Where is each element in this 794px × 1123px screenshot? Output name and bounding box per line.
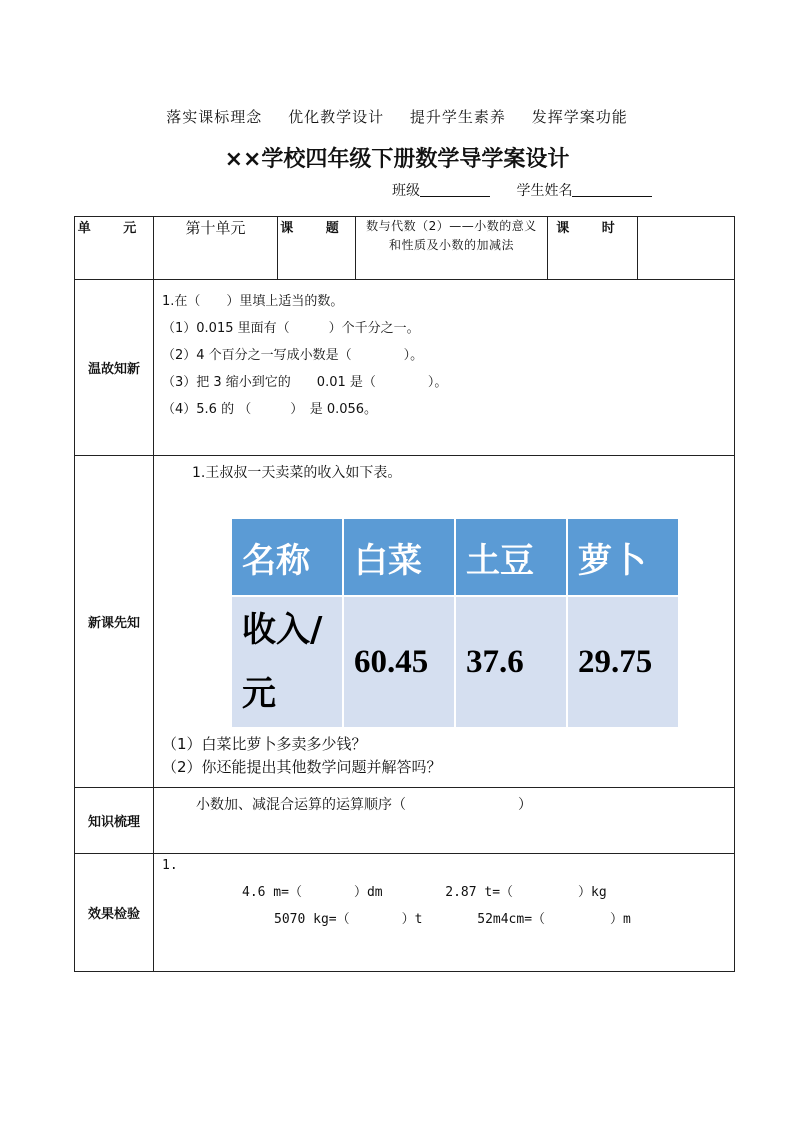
practice-line-2 xyxy=(162,908,734,927)
new-lesson-row xyxy=(75,456,735,788)
practice-item-2: 2.87 t=（ ）kg xyxy=(445,885,607,900)
sales-header-radish: 萝卜 xyxy=(568,519,678,595)
page-title: ××学校四年级下册数学导学案设计 xyxy=(224,147,570,172)
review-content xyxy=(154,280,735,456)
slogan-4: 发挥学案功能 xyxy=(531,108,628,126)
knowledge-row xyxy=(75,788,735,854)
sales-row-label: 收入/ 元 xyxy=(232,597,342,727)
period-label: 课 时 xyxy=(548,217,638,280)
name-blank[interactable] xyxy=(572,182,652,197)
review-label: 温故知新 xyxy=(75,280,154,456)
name-field[interactable] xyxy=(516,180,652,200)
practice-line-1 xyxy=(162,881,734,900)
question-2: （2）你还能提出其他数学问题并解答吗？ xyxy=(162,758,442,776)
slogan-3: 提升学生素养 xyxy=(409,108,506,126)
review-row xyxy=(75,280,735,456)
question-1: （1）白菜比萝卜多卖多少钱？ xyxy=(162,735,367,753)
sales-header-potato: 土豆 xyxy=(456,519,566,595)
sales-table xyxy=(230,517,680,729)
new-lesson-content xyxy=(154,456,735,788)
topic-label: 课 题 xyxy=(278,217,356,280)
sales-value-cabbage: 60.45 xyxy=(344,597,454,727)
review-line-1: 1.在（ ）里填上适当的数。 xyxy=(162,294,344,309)
name-label: 学生姓名 xyxy=(516,183,573,199)
review-line-4: （3）把 3 缩小到它的 0.01 是（ ）。 xyxy=(162,375,448,390)
lesson-table xyxy=(74,216,735,972)
practice-item-3: 5070 kg=（ ）t xyxy=(274,912,423,927)
practice-label: 效果检验 xyxy=(75,854,154,972)
class-label: 班级 xyxy=(392,183,420,199)
sales-header-cabbage: 白菜 xyxy=(344,519,454,595)
student-fields xyxy=(392,180,674,200)
slogan-2: 优化教学设计 xyxy=(288,108,385,126)
review-line-3: （2）4 个百分之一写成小数是（ ）。 xyxy=(162,348,424,363)
knowledge-label: 知识梳理 xyxy=(75,788,154,854)
practice-row xyxy=(75,854,735,972)
class-field[interactable] xyxy=(392,180,490,200)
unit-value: 第十单元 xyxy=(154,217,278,280)
practice-item-4: 52m4cm=（ ）m xyxy=(477,912,631,927)
new-lesson-intro: 1.王叔叔一天卖菜的收入如下表。 xyxy=(192,465,402,481)
practice-number: 1. xyxy=(162,858,178,873)
practice-content xyxy=(154,854,735,972)
new-lesson-label: 新课先知 xyxy=(75,456,154,788)
sales-header-name: 名称 xyxy=(232,519,342,595)
topic-value: 数与代数（2）——小数的意义和性质及小数的加减法 xyxy=(356,217,548,280)
sales-value-potato: 37.6 xyxy=(456,597,566,727)
period-value xyxy=(638,217,735,280)
review-line-2: （1）0.015 里面有（ ）个千分之一。 xyxy=(162,321,420,336)
slogan-1: 落实课标理念 xyxy=(166,108,263,126)
review-line-5: （4）5.6 的 （ ） 是 0.056。 xyxy=(162,402,378,417)
info-row xyxy=(75,217,735,280)
sales-value-radish: 29.75 xyxy=(568,597,678,727)
slogan-line xyxy=(0,106,794,127)
sales-data-row xyxy=(232,597,678,727)
practice-item-1: 4.6 m=（ ）dm xyxy=(242,885,383,900)
knowledge-text: 小数加、减混合运算的运算顺序（ ） xyxy=(154,788,735,854)
unit-label: 单 元 xyxy=(75,217,154,280)
class-blank[interactable] xyxy=(420,182,490,197)
sales-header-row xyxy=(232,519,678,595)
